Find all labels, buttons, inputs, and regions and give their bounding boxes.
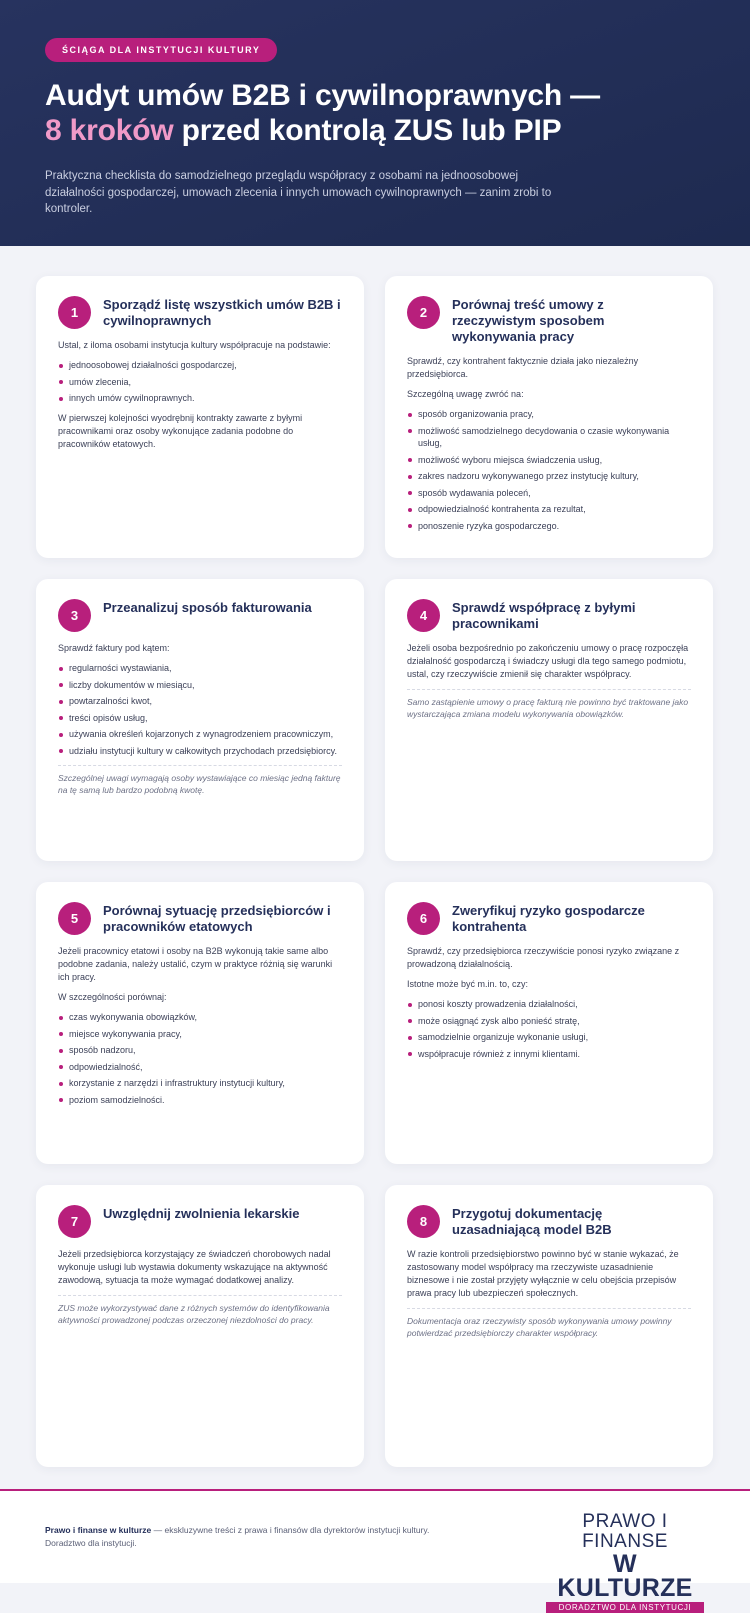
step-number: 1 (58, 296, 91, 329)
list-item: udziału instytucji kultury w całkowitych przychodach przedsiębiorcy. (58, 745, 342, 758)
list-item: poziom samodzielności. (58, 1094, 342, 1107)
footer-text (45, 1524, 445, 1550)
list-item: używania określeń kojarzonych z wynagrodzeniem pracowniczym, (58, 728, 342, 741)
page-title (45, 78, 705, 148)
step-intro-2: Szczególną uwagę zwróć na: (407, 389, 524, 399)
list-item: możliwość samodzielnego decydowania o czasie wykonywania usług, (407, 425, 691, 450)
list-item: innych umów cywilnoprawnych. (58, 392, 342, 405)
step-list (407, 408, 691, 532)
list-item: czas wykonywania obowiązków, (58, 1011, 342, 1024)
list-item: samodzielnie organizuje wykonanie usługi, (407, 1031, 691, 1044)
category-badge: ŚCIĄGA DLA INSTYTUCJI KULTURY (45, 38, 277, 62)
step-intro: Ustal, z iloma osobami instytucja kultury współpracuje na podstawie: (58, 340, 331, 350)
list-item: sposób nadzoru, (58, 1044, 342, 1057)
step-title: Przygotuj dokumentację uzasadniającą model B2B (452, 1206, 612, 1237)
footer-description: — ekskluzywne treści z prawa i finansów dla dyrektorów instytucji kultury. Doradztwo dla instytucji. (45, 1525, 430, 1548)
list-item: treści opisów usług, (58, 712, 342, 725)
step-title: Sporządź listę wszystkich umów B2B i cywilnoprawnych (103, 297, 341, 328)
step-title: Przeanalizuj sposób fakturowania (103, 600, 312, 615)
step-intro: Sprawdź, czy przedsiębiorca rzeczywiście ponosi ryzyko związane z prowadzoną działalnością. (407, 946, 680, 969)
list-item: ponoszenie ryzyka gospodarczego. (407, 520, 691, 533)
list-item: regularności wystawiania, (58, 662, 342, 675)
list-item: może osiągnąć zysk albo ponieść stratę, (407, 1015, 691, 1028)
step-card-7 (36, 1185, 364, 1467)
step-title: Porównaj treść umowy z rzeczywistym sposobem wykonywania pracy (452, 297, 605, 344)
step-number: 4 (407, 599, 440, 632)
step-card-6 (385, 882, 713, 1164)
step-list (58, 1011, 342, 1106)
step-intro-2: Istotne może być m.in. to, czy: (407, 979, 529, 989)
step-number: 5 (58, 902, 91, 935)
step-note: Dokumentacja oraz rzeczywisty sposób wykonywania umowy powinny potwierdzać przedsiębiorczy charakter współpracy. (407, 1308, 691, 1339)
step-list (407, 998, 691, 1060)
step-after: W pierwszej kolejności wyodrębnij kontrakty zawarte z byłymi pracownikami oraz osoby wykonujące zadania podobne do pracowników etatowych. (58, 412, 303, 449)
step-card-3 (36, 579, 364, 861)
list-item: sposób wydawania poleceń, (407, 487, 691, 500)
step-note: ZUS może wykorzystywać dane z różnych systemów do identyfikowania aktywności prowadzonej podczas orzeczonej niezdolności do pracy. (58, 1295, 342, 1326)
step-card-1 (36, 276, 364, 558)
step-list (58, 359, 342, 405)
list-item: współpracuje również z innymi klientami. (407, 1048, 691, 1061)
step-intro: Sprawdź, czy kontrahent faktycznie działa jako niezależny przedsiębiorca. (407, 356, 639, 379)
footer-brand: Prawo i finanse w kulturze (45, 1525, 152, 1535)
list-item: jednoosobowej działalności gospodarczej, (58, 359, 342, 372)
list-item: odpowiedzialność, (58, 1061, 342, 1074)
list-item: możliwość wyboru miejsca świadczenia usług, (407, 454, 691, 467)
step-intro: Sprawdź faktury pod kątem: (58, 643, 170, 653)
title-part1: Audyt umów B2B i cywilnoprawnych — (45, 79, 600, 112)
logo-tagline: DORADZTWO DLA INSTYTUCJI (546, 1602, 704, 1613)
logo-line-2: W KULTURZE (557, 1550, 693, 1602)
hero-header (0, 0, 750, 246)
step-number: 6 (407, 902, 440, 935)
title-accent: 8 kroków (45, 114, 174, 147)
title-part2: przed kontrolą ZUS lub PIP (173, 114, 562, 147)
step-title: Porównaj sytuację przedsiębiorców i pracowników etatowych (103, 903, 331, 934)
step-note: Szczególnej uwagi wymagają osoby wystawiające co miesiąc jedną fakturę na tę samą lub bardzo podobną kwotę. (58, 765, 342, 796)
step-intro: W razie kontroli przedsiębiorstwo powinno być w stanie wykazać, że zastosowany model współpracy ma rzeczywiste uzasadnienie biznesowe i nie został przyjęty wyłącznie w celu obejścia przepisów prawa pracy lub ubezpieczeń społecznych. (407, 1249, 679, 1298)
list-item: odpowiedzialność kontrahenta za rezultat, (407, 503, 691, 516)
step-number: 3 (58, 599, 91, 632)
list-item: umów zlecenia, (58, 376, 342, 389)
list-item: ponosi koszty prowadzenia działalności, (407, 998, 691, 1011)
page-subtitle: Praktyczna checklista do samodzielnego przeglądu współpracy z osobami na jednoosobowej działalności gospodarczej, umowach zlecenia i innych umowach cywilnoprawnych — zanim zrobi to kontroler. (45, 170, 552, 215)
step-title: Zweryfikuj ryzyko gospodarcze kontrahenta (452, 903, 645, 934)
list-item: powtarzalności kwot, (58, 695, 342, 708)
steps-grid (0, 246, 750, 1489)
list-item: zakres nadzoru wykonywanego przez instytucję kultury, (407, 470, 691, 483)
list-item: sposób organizowania pracy, (407, 408, 691, 421)
step-list (58, 662, 342, 757)
step-number: 2 (407, 296, 440, 329)
step-card-4 (385, 579, 713, 861)
logo-line-1: PRAWO I FINANSE (582, 1511, 668, 1552)
step-card-5 (36, 882, 364, 1164)
step-title: Sprawdź współpracę z byłymi pracownikami (452, 600, 636, 631)
step-title: Uwzględnij zwolnienia lekarskie (103, 1206, 300, 1221)
list-item: miejsce wykonywania pracy, (58, 1028, 342, 1041)
list-item: liczby dokumentów w miesiącu, (58, 679, 342, 692)
step-card-2 (385, 276, 713, 558)
step-intro: Jeżeli przedsiębiorca korzystający ze świadczeń chorobowych nadal wykonuje usługi lub wystawia dokumenty wskazujące na aktywność zawodową, sytuacja ta może wymagać dodatkowej analizy. (58, 1249, 331, 1285)
step-intro: Jeżeli pracownicy etatowi i osoby na B2B wykonują takie same albo podobne zadania, należy ustalić, czym w praktyce różnią się warunki ich pracy. (58, 946, 333, 982)
page-footer (0, 1491, 750, 1612)
step-card-8 (385, 1185, 713, 1467)
step-number: 7 (58, 1205, 91, 1238)
step-note: Samo zastąpienie umowy o pracę fakturą nie powinno być traktowane jako wystarczająca zmiana modelu wykonywania obowiązków. (407, 689, 691, 720)
list-item: korzystanie z narzędzi i infrastruktury instytucji kultury, (58, 1077, 342, 1090)
brand-logo (545, 1512, 705, 1613)
step-number: 8 (407, 1205, 440, 1238)
step-intro-2: W szczególności porównaj: (58, 992, 167, 1002)
step-intro: Jeżeli osoba bezpośrednio po zakończeniu umowy o pracę rozpoczęła działalność gospodarczą i świadczy usługi dla tego samego podmiotu, ustal, czy rzeczywiście zmienił się charakter współpracy. (407, 643, 689, 679)
